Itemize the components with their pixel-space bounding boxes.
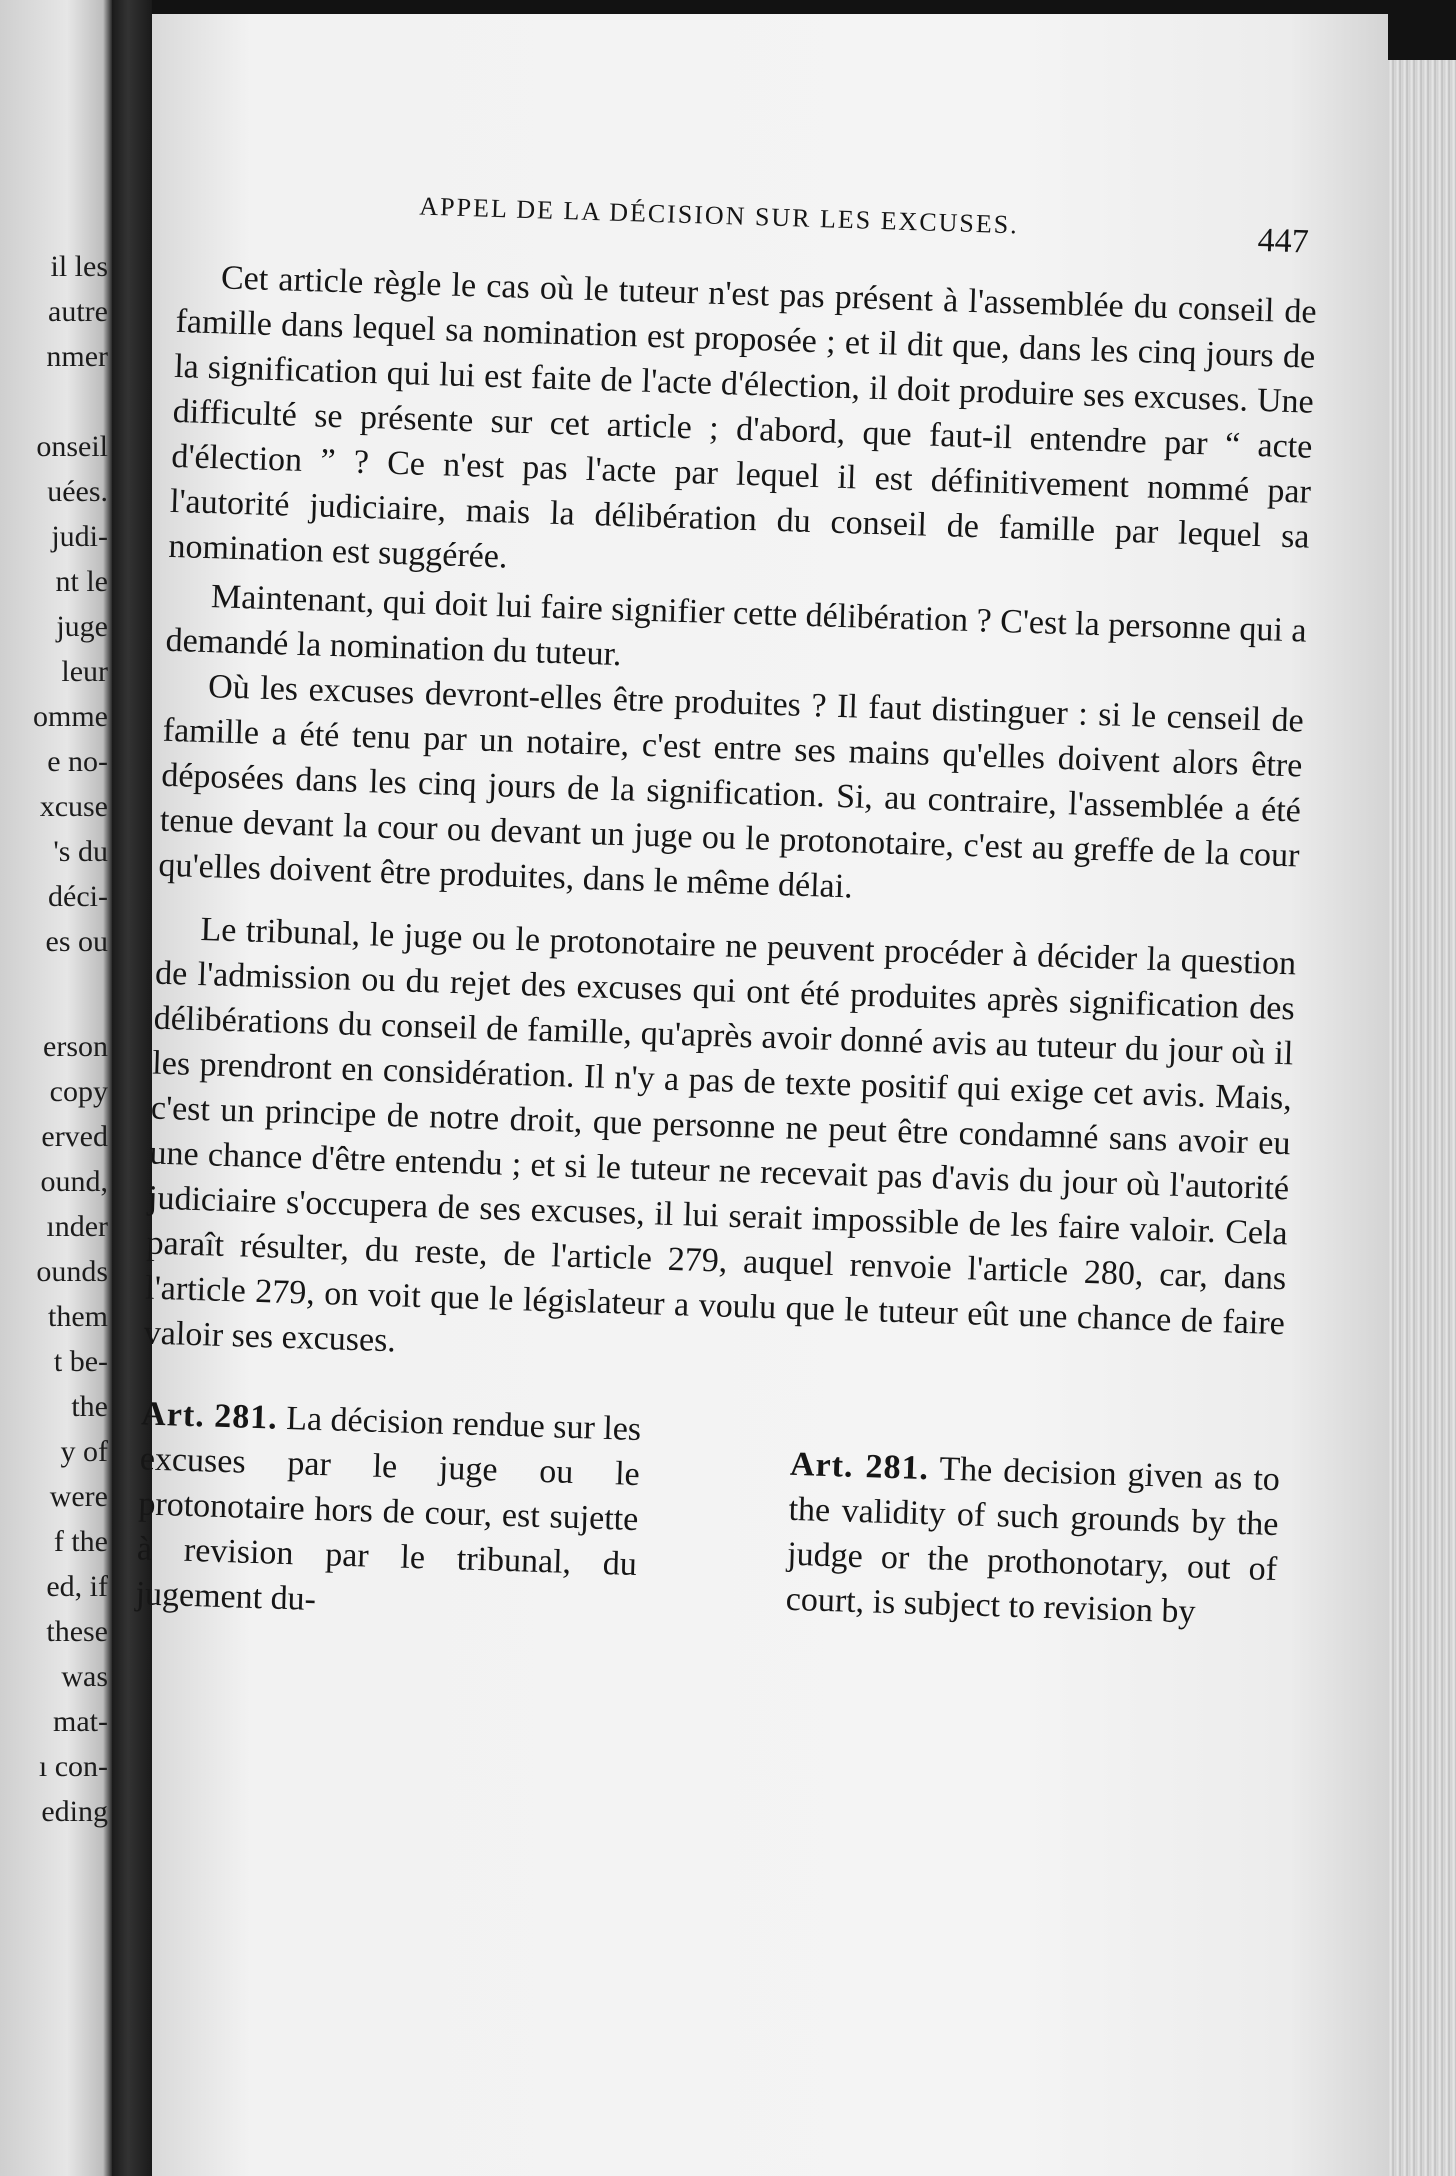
left-page-line: déci- (48, 880, 108, 913)
left-page-line: uées. (47, 475, 108, 508)
left-page-line: mat- (53, 1705, 108, 1738)
article-columns (135, 1391, 1282, 1652)
page-number: 447 (1257, 221, 1310, 261)
left-page-line: es ou (45, 925, 108, 958)
left-page-line: them (48, 1300, 108, 1333)
page-stack-edge (1388, 60, 1456, 2176)
left-page-line: erved (41, 1120, 108, 1153)
article-french-label: Art. 281. (140, 1395, 279, 1437)
left-page-line: ound, (40, 1165, 108, 1198)
paragraph-1: Cet article règle le cas où le tuteur n'est pas présent à l'assemblée du conseil de famille dans lequel sa nomination est proposée ; et il dit que, dans les cinq jours de la signification qui lui est faite de l'acte d'élection, il doit produire ses excuses. Une difficulté se présente sur cet article ; d'abord, que faut-il entendre par “ acte d'élection ” ? Ce n'est pas l'acte par lequel il est définitivement nommé par l'autorité judiciaire, mais la délibération du conseil de famille par lequel sa nomination est suggérée. (168, 259, 1318, 576)
left-page-line: il les (50, 250, 108, 283)
left-page-line: autre (48, 295, 108, 328)
book-gutter (112, 0, 152, 2176)
article-english-text: The decision given as to the validity of such grounds by the judge or the prothonotary, out of court, is subject to revision by (785, 1450, 1281, 1631)
article-english-label: Art. 281. (789, 1445, 930, 1488)
left-page-line: was (61, 1660, 108, 1693)
article-english (785, 1442, 1281, 1652)
left-page-line: ed, if (46, 1570, 108, 1603)
left-page-fragment (0, 0, 112, 2176)
article-french (135, 1391, 642, 1632)
left-page-line: omme (33, 700, 108, 733)
left-page-line: ı con- (38, 1750, 108, 1783)
left-page-line: copy (49, 1075, 108, 1108)
left-page-line: judi- (51, 520, 108, 553)
page-text-block (135, 184, 1319, 1652)
left-page-line: leur (61, 655, 108, 688)
left-page-line: xcuse (39, 790, 108, 823)
running-head-title: APPEL DE LA DÉCISION SUR LES EXCUSES. (418, 191, 1020, 240)
left-page-line: were (49, 1480, 108, 1513)
left-page-line: nmer (46, 340, 108, 373)
left-page-line: t be- (53, 1345, 108, 1378)
left-page-line: onseil (36, 430, 108, 463)
left-page-line: y of (60, 1435, 108, 1468)
left-page-line: erson (43, 1030, 108, 1063)
right-page (135, 14, 1388, 2176)
left-page-line: nt le (55, 565, 108, 598)
left-page-line: 's du (53, 835, 108, 868)
left-page-line: e no- (47, 745, 108, 778)
left-page-line: the (71, 1390, 108, 1423)
article-french-text: La décision rendue sur les excuses par le juge ou le protonotaire hors de cour, est sujette à revision par le tribunal, du jugement du- (135, 1399, 642, 1618)
left-page-line: ınder (46, 1210, 108, 1243)
left-page-line: ounds (36, 1255, 108, 1288)
paragraph-4: Le tribunal, le juge ou le protonotaire ne peuvent procéder à décider la question de l'admission ou du rejet des excuses qui ont été produites après signification des délibérations du conseil de famille, qu'après avoir donné avis au tuteur du jour où il les prendront en considération. Il n'y a pas de texte positif qui exige cet avis. Mais, c'est un principe de notre droit, que personne ne peut être condamné sans avoir eu une chance d'être entendu ; et si le tuteur ne recevait pas d'avis du jour où l'autorité judiciaire s'occupera de ses excuses, il lui serait impossible de les faire valoir. Cela paraît résulter, du reste, de l'article 279, auquel renvoie l'article 280, car, dans l'article 279, on voit que le législateur a voulu que le tuteur eût une chance de faire valoir ses excuses. (143, 911, 1297, 1360)
left-page-line: juge (56, 610, 108, 643)
paragraph-2: Maintenant, qui doit lui faire signifier cette délibération ? C'est la personne qui a demandé la nomination du tuteur. (165, 578, 1308, 674)
left-page-line: f the (53, 1525, 108, 1558)
paragraph-3: Où les excuses devront-elles être produites ? Il faut distinguer : si le censeil de famille a été tenu par un notaire, c'est entre ses mains qu'elles doivent alors être déposées dans les cinq jours de la signification. Si, au contraire, l'assemblée a été tenue devant la cour ou devant un juge ou le protonotaire, c'est au greffe de la cour qu'elles doivent être produites, dans le même délai. (158, 668, 1305, 906)
left-page-line: eding (41, 1795, 108, 1828)
left-page-line: these (46, 1615, 108, 1648)
